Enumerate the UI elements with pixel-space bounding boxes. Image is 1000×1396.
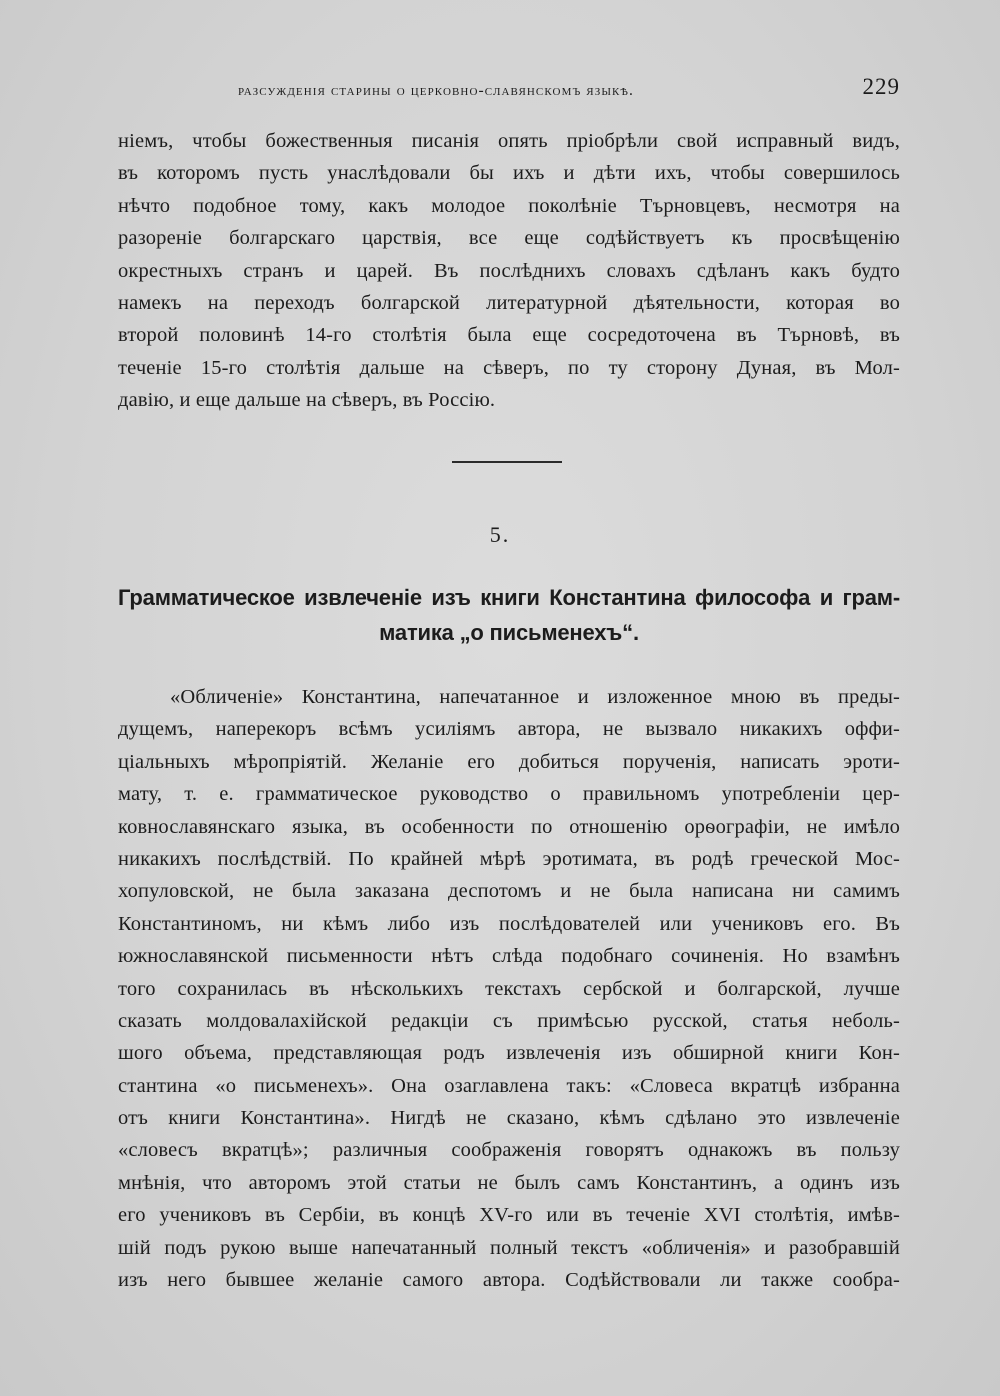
section-title-line: матика „о письменехъ“. xyxy=(379,620,639,645)
page-number: 229 xyxy=(862,74,900,99)
section-title-line: Грамматическое извлеченіе изъ книги Константина философа и грам- xyxy=(118,585,900,610)
text-line: никакихъ послѣдствій. По крайней мѣрѣ эротимата, въ родѣ греческой Мос- xyxy=(118,847,900,870)
text-line: мнѣнія, что авторомъ этой статьи не былъ самъ Константинъ, а одинъ изъ xyxy=(118,1171,900,1194)
text-line: «Обличеніе» Константина, напечатанное и изложенное мною въ преды- xyxy=(170,686,900,708)
text-line: отъ книги Константина». Нигдѣ не сказано, кѣмъ сдѣлано это извлеченіе xyxy=(118,1107,900,1130)
text-line: ціальныхъ мѣропріятій. Желаніе его добиться порученія, написать эроти- xyxy=(118,750,900,773)
text-line: стантина «о письменехъ». Она озаглавлена такъ: «Словеса вкратцѣ избранна xyxy=(118,1074,900,1097)
section-number: 5. xyxy=(489,522,511,547)
text-line: окрестныхъ странъ и царей. Въ послѣднихъ словахъ сдѣланъ какъ будто xyxy=(118,259,900,282)
text-line: южнославянской письменности нѣтъ слѣда подобнаго сочиненія. Но взамѣнъ xyxy=(118,945,900,968)
running-header xyxy=(118,74,900,104)
text-line: шій подъ рукою выше напечатанный полный текстъ «обличенія» и разобравшій xyxy=(118,1236,900,1259)
text-line: шого объема, представляющая родъ извлеченія изъ обширной книги Кон- xyxy=(118,1042,900,1065)
text-line: дущемъ, наперекоръ всѣмъ усиліямъ автора, не вызвало никакихъ оффи- xyxy=(118,718,900,741)
text-line: того сохранилась въ нѣсколькихъ текстахъ сербской и болгарской, лучше xyxy=(118,977,900,1000)
text-line: давію, и еще дальше на сѣверъ, въ Россію. xyxy=(118,389,496,412)
text-line: хопуловской, не была заказана деспотомъ и не была написана ни самимъ xyxy=(118,880,900,903)
section-title xyxy=(118,580,900,650)
text-line: изъ него бывшее желаніе самого автора. Содѣйствовали ли также сообра- xyxy=(118,1269,900,1292)
text-line: второй половинѣ 14-го столѣтія была еще сосредоточена въ Търновѣ, въ xyxy=(118,324,900,347)
text-line: «словесъ вкратцѣ»; различныя соображенія говорятъ однакожъ въ пользу xyxy=(118,1139,900,1162)
text-line: ковнославянскаго языка, въ особенности по отношенію орѳографіи, не имѣло xyxy=(118,815,900,838)
text-line: въ которомъ пусть унаслѣдовали бы ихъ и дѣти ихъ, чтобы совершилось xyxy=(118,162,900,185)
text-line: его учениковъ въ Сербіи, въ концѣ XV-го или въ теченіе XVI столѣтія, имѣв- xyxy=(118,1204,900,1227)
section-divider xyxy=(452,461,562,463)
text-line: ніемъ, чтобы божественныя писанія опять пріобрѣли свой исправный видъ, xyxy=(118,130,900,152)
text-line: теченіе 15-го столѣтія дальше на сѣверъ, по ту сторону Дуная, въ Мол- xyxy=(118,356,900,379)
text-line: намекъ на переходъ болгарской литературной дѣятельности, которая во xyxy=(118,291,900,314)
paragraph-body xyxy=(118,681,900,1296)
text-line: разореніе болгарскаго царствія, все еще содѣйствуетъ къ просвѣщенію xyxy=(118,227,900,250)
paragraph-continued xyxy=(118,125,900,417)
text-line: мату, т. е. грамматическое руководство о правильномъ употребленіи цер- xyxy=(118,783,900,806)
running-title: разсужденія старины о церковно-славянскомъ языкѣ. xyxy=(238,82,634,99)
text-line: Константиномъ, ни кѣмъ либо изъ послѣдователей или учениковъ его. Въ xyxy=(118,912,900,935)
text-line: нѣчто подобное тому, какъ молодое поколѣніе Търновцевъ, несмотря на xyxy=(118,194,900,217)
text-line: сказать молдовалахійской редакціи съ примѣсью русской, статья неболь- xyxy=(118,1009,900,1032)
